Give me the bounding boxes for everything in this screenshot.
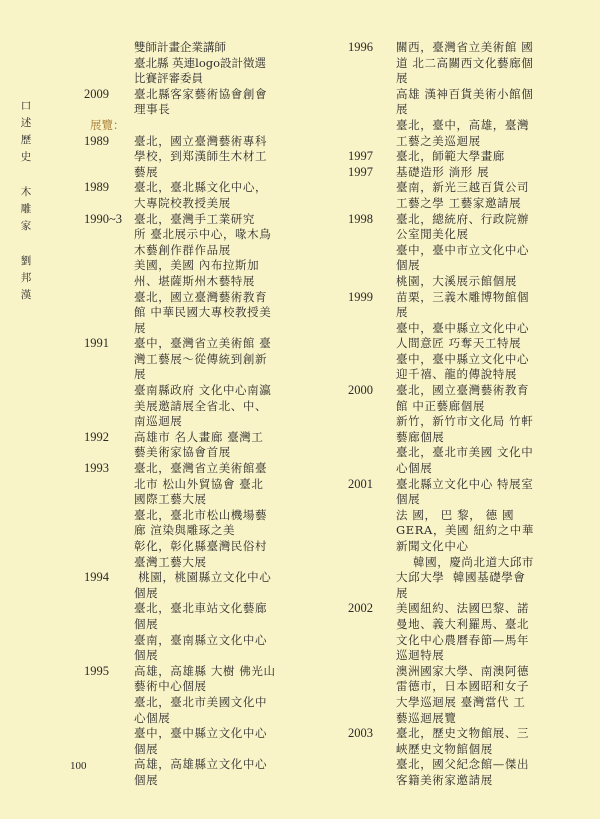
entry-line: 臺中，臺中縣立文化中心 [134,726,268,741]
entry-line: 客籍美術家邀請展 [396,772,493,787]
entry-line: 藝巡迴展覽 [396,710,457,725]
entry-line: 臺北，國立臺灣藝術教育 [396,383,530,398]
entry-line: 臺北，臺北縣文化中心， [134,180,268,195]
entry-line: 個展 [396,258,421,273]
exhibition-entry [84,336,306,430]
side-title-char: 雕 [20,203,32,215]
exhibition-entry [84,461,306,570]
entry-line: 理事長 [134,102,171,117]
entry-line: 法 國， 巴 黎， 德 國 [396,507,515,522]
entry-line: 臺中，臺中縣立文化中心 [396,320,530,335]
entry-line: 臺北，國立臺灣藝術專科 [134,133,268,148]
entry-line: 苗栗，三義木雕博物館個 [396,289,530,304]
entry-year: 1997 [348,164,373,179]
entry-line: 北市 松山外貿協會 臺北 [134,476,264,491]
exhibition-entry [348,149,560,165]
entry-text [396,149,560,165]
left-entries [84,134,306,789]
entry-year: 1997 [348,149,373,164]
section-label-exhibitions: 展覽： [90,117,125,132]
entry-year: 2002 [348,601,373,616]
entry-line: 臺北，總統府、行政院辦 [396,211,530,226]
entry-line: 高雄市 名人畫廊 臺灣工 [134,429,264,444]
entry-line: 美展邀請展全省北、中、 [134,398,268,413]
exhibition-entry [84,570,306,664]
entry-line: 臺南，新光三越百貨公司 [396,180,530,195]
entry-line: 臺北，師範大學畫廊 [396,149,505,164]
entry-year: 2001 [348,476,373,491]
entry-line: 藝廊個展 [396,429,445,444]
exhibition-entry [348,383,560,477]
entry-text [134,134,306,181]
entry-text [396,477,560,602]
entry-line: 個展 [134,616,159,631]
entry-line: 臺中，臺中市立文化中心 [396,242,530,257]
entry-line: 藝術中心個展 [134,679,207,694]
exhibition-entry [348,726,560,788]
exhibition-entry [348,40,560,149]
entry-line: 藝展 [134,164,159,179]
entry-text [134,87,306,118]
entry-line: 臺北，國立臺灣藝術教育 [134,289,268,304]
entry-line: 館 中華民國大專校教授美 [134,305,272,320]
entry-line: 大學巡迴展 臺灣當代 工 [396,694,526,709]
entry-year: 1991 [84,336,109,351]
exhibition-entry [84,180,306,211]
exhibition-entry [348,165,560,212]
entry-line: 大邱大學 韓國基礎學會 [396,570,526,585]
entry-line: 臺北，臺北車站文化藝廊 [134,601,268,616]
entry-line: 展 [396,102,409,117]
entry-line: 臺北，國父紀念館—傑出 [396,757,530,772]
entry-year: 1996 [348,40,373,54]
entry-line: 臺北，臺北市美國 文化中 [396,445,534,460]
entry-line: 雙師計畫企業講師 [134,40,226,54]
entry-line: 臺北縣立文化中心 特展室 [396,476,534,491]
entry-text [134,461,306,570]
entry-year: 1992 [84,429,109,444]
entry-year: 2009 [84,86,109,101]
entry-line: 學校，到郑漢師生木材工 [134,149,268,164]
entry-line: 個展 [134,585,159,600]
side-title-group [21,98,32,166]
entry-text [134,570,306,664]
entry-line: 文化中心農曆春節—馬年 [396,632,530,647]
exhibition-entry [84,664,306,789]
entry-text [134,212,306,337]
exhibition-entry [84,134,306,181]
entry-line: 臺北縣 英連logo設計徵選 [134,55,267,70]
exhibition-entry [84,430,306,461]
entry-line: 臺北，臺中，高雄，臺灣 [396,117,530,132]
entry-line: GERA，美國 紐約之中華 [396,523,534,538]
entry-line: 展 [396,585,409,600]
entry-line: 臺北，臺灣手工業研究 [134,211,255,226]
entry-line: 臺北縣客家藝術協會創會 [134,86,268,101]
entry-text [134,180,306,211]
entry-line: 迎千禧、龍的傳說特展 [396,367,517,382]
entry-year: 2003 [348,726,373,741]
entry-text [134,336,306,430]
side-title-char: 邦 [20,272,32,284]
entry-line: 雷德市，日本國昭和女子 [396,679,530,694]
entry-line: 曼地、義大利羅馬、臺北 [396,616,530,631]
side-title-char: 劉 [20,255,32,267]
side-title-char: 家 [20,220,32,232]
entry-year: 1989 [84,133,109,148]
entry-line: 澳洲國家大學、南澳阿德 [396,663,530,678]
entry-line: 心個展 [396,461,433,476]
entry-year: 1994 [84,570,109,585]
entry-year: 1999 [348,289,373,304]
entry-year: 1989 [84,180,109,195]
entry-line: 館 中正藝廊個展 [396,398,485,413]
entry-line: 大專院校教授美展 [134,195,231,210]
side-title-char: 歷 [20,134,32,146]
entry-text [396,726,560,788]
entry-line: 臺北，臺灣省立美術館臺 [134,461,268,476]
exhibition-entry [348,477,560,602]
entry-line: 州、堪薩斯州木藝特展 [134,273,255,288]
entry-line: 韓國，慶尚北道大邱市 [396,554,535,569]
entry-line: 巡迴特展 [396,648,445,663]
entry-line: 廊 渲染與雕琢之美 [134,523,236,538]
side-title-char: 漢 [20,289,32,301]
entry-line: 臺南，臺南縣立文化中心 [134,632,268,647]
entry-text [396,212,560,290]
entry-line: 基礎造形 淌形 展 [396,164,490,179]
entry-line: 美國，美國 內布拉斯加 [134,258,260,273]
right-column [348,40,560,789]
entry-line: 公室閒美化展 [396,227,469,242]
entry-line: 臺灣工藝大展 [134,554,207,569]
exhibition-entry [348,601,560,726]
entry-text [134,664,306,789]
entry-line: 木藝創作群作品展 [134,242,231,257]
entry-line: 展 [134,320,147,335]
side-title-char: 口 [20,100,32,112]
entry-year: 1993 [84,461,109,476]
entry-line: 展 [134,367,147,382]
entry-text [396,383,560,477]
exhibition-entry [84,212,306,337]
side-title-char: 木 [20,186,32,198]
entry-2009 [84,87,306,118]
entry-line: 個展 [134,772,159,787]
entry-line: 展 [396,71,409,86]
entry-line: 臺中，臺中縣立文化中心 [396,351,530,366]
entry-year: 2000 [348,383,373,398]
entry-line: 人間意匠 巧奪天工特展 [396,336,522,351]
entry-line: 臺北，臺北市松山機場藝 [134,507,268,522]
side-title-char: 史 [20,151,32,163]
entry-line: 個展 [134,741,159,756]
entry-line: 藝美術家協會首展 [134,445,231,460]
entry-line: 桃園，大溪展示館個展 [396,273,517,288]
entry-line: 臺中，臺灣省立美術館 臺 [134,336,272,351]
exhibition-entry [348,290,560,384]
entry-line: 心個展 [134,710,171,725]
entry-text [396,290,560,384]
entry-text [396,40,560,149]
entry-text [134,430,306,461]
entry-year: 1998 [348,211,373,226]
entry-line: 展 [396,305,409,320]
side-title-group [21,184,32,235]
entry-line: 灣工藝展～從傳統到創新 [134,351,268,366]
intro-block [134,40,306,87]
entry-line: 高雄 漢神百貨美術小館個 [396,86,534,101]
page-number: 100 [70,760,87,772]
entry-line: 工藝之學 工藝家邀請展 [396,195,522,210]
entry-text [396,601,560,726]
entry-line: 個展 [396,492,421,507]
entry-text [396,165,560,212]
entry-line: 南巡迴展 [134,414,183,429]
entry-line: 關西，臺灣省立美術館 國 [396,40,534,54]
entry-line: 峽歷史文物館個展 [396,741,493,756]
entry-line: 比賽評審委員 [134,71,203,86]
entry-year: 1995 [84,663,109,678]
entry-line: 臺北，歷史文物館展、三 [396,726,530,741]
left-column [84,40,306,789]
side-title-group [21,253,32,304]
side-title-char: 述 [20,117,32,129]
entry-year: 1990~3 [84,211,123,226]
side-title [4,98,48,304]
entry-line: 個展 [134,648,159,663]
entry-line: 桃園，桃園縣立文化中心 [134,570,272,585]
entry-line: 所 臺北展示中心，喙木鳥 [134,227,272,242]
entry-line: 工藝之美巡迴展 [396,133,481,148]
entry-line: 道 北二高關西文化藝廊個 [396,55,534,70]
entry-line: 高雄，高雄縣 大樹 佛光山 [134,663,276,678]
entry-line: 高雄，高雄縣立文化中心 [134,757,268,772]
entry-line: 新聞文化中心 [396,539,469,553]
entry-line: 美國紐約、法國巴黎、諾 [396,601,530,616]
exhibition-entry [348,212,560,290]
entry-line: 新竹，新竹市文化局 竹軒 [396,414,534,429]
entry-line: 臺南縣政府 文化中心南瀛 [134,383,272,398]
entry-line: 臺北，臺北市美國文化中 [134,694,268,709]
entry-line: 彰化，彰化縣臺灣民俗村 [134,539,268,553]
entry-line: 國際工藝大展 [134,492,207,507]
right-entries [348,40,560,789]
